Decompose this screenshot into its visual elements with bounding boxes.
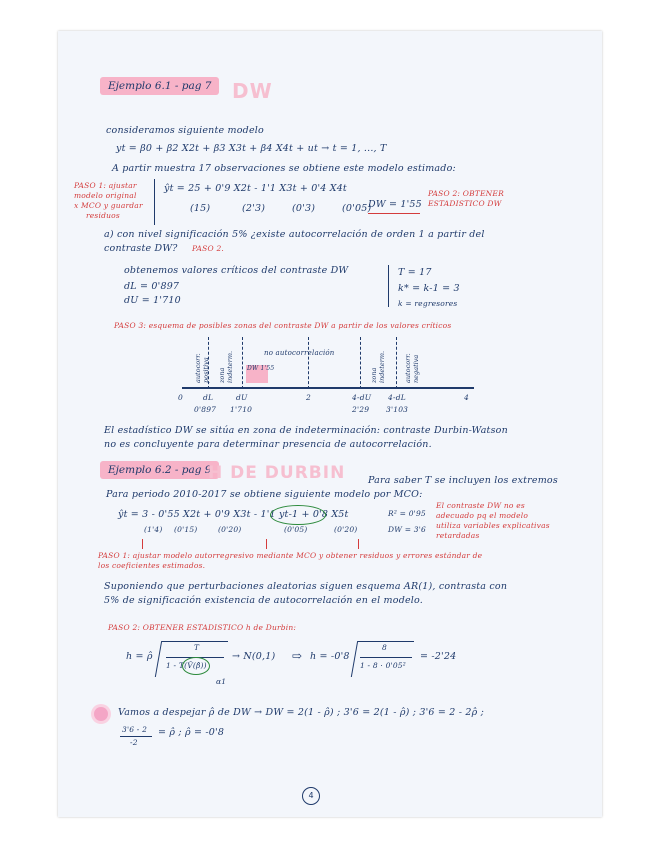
du-value: dU = 1'710 <box>124 295 181 306</box>
param-regresores: k = regresores <box>398 299 458 308</box>
rho-fraction-bar <box>120 736 152 737</box>
zone-no-autocorr: no autocorrelación <box>264 349 335 357</box>
dw-axis <box>182 387 474 389</box>
h-durbin-ghost-heading: H DE DURBIN <box>208 463 346 483</box>
sqrt-top-1 <box>162 641 228 642</box>
std-error-3: (0'3) <box>292 203 316 214</box>
paso2-short: PASO 2. <box>192 244 225 253</box>
dw-ghost-heading: DW <box>232 79 273 103</box>
sample-text: A partir muestra 17 observaciones se obtiene este modelo estimado: <box>112 163 456 174</box>
axis-label-du: dU <box>236 393 248 402</box>
suppose-line1: Suponiendo que perturbaciones aleatorias siguen esquema AR(1), contrasta con <box>104 581 508 592</box>
zone-indeterminate-2: zona indeterm. <box>370 350 386 383</box>
arrow-2 <box>266 539 267 549</box>
dw-underline <box>368 213 420 214</box>
model-equation: yt = β0 + β2 X2t + β3 X3t + β4 X4t + ut → t = 1, ..., T <box>116 143 387 154</box>
dw-value: DW = 1'55 <box>368 199 422 210</box>
paso2-2: PASO 2: OBTENER ESTADISTICO h de Durbin: <box>108 623 297 632</box>
std-error-2-1: (1'4) <box>144 525 163 534</box>
red-note-1: El contraste DW no es <box>436 501 525 510</box>
axis-value-dl: 0'897 <box>194 405 217 414</box>
std-error-4: (0'05) <box>342 203 372 214</box>
implies-arrow-icon: ⇨ <box>292 649 303 663</box>
conclusion-line1: El estadístico DW se sitúa en zona de indeterminación: contraste Durbin-Watson <box>104 425 508 436</box>
h-value-top: 8 <box>382 643 387 652</box>
axis-label-dl: dL <box>203 393 214 402</box>
axis-label-4dl: 4-dL <box>388 393 406 402</box>
suppose-line2: 5% de significación existencia de autocorrelación en el modelo. <box>104 595 424 606</box>
paso1-line3: x MCO y guardar <box>74 201 143 210</box>
h-value-bottom: 1 - 8 · 0'05² <box>360 661 406 670</box>
estimated-equation: ŷt = 25 + 0'9 X2t - 1'1 X3t + 0'4 X4t <box>164 183 347 194</box>
axis-label-4: 4 <box>464 393 469 402</box>
param-t: T = 17 <box>398 267 432 278</box>
dl-value: dL = 0'897 <box>124 281 180 292</box>
question-line2: contraste DW? <box>104 243 178 254</box>
zone-indeterminate-1: zona indeterm. <box>218 350 234 383</box>
critical-values-intro: obtenemos valores críticos del contraste DW <box>124 265 349 276</box>
r-squared: R² = 0'95 <box>388 509 426 518</box>
zone-divider-4dl <box>396 337 397 389</box>
dw-value-2: DW = 3'6 <box>388 525 426 534</box>
lagged-term-circle <box>270 505 326 525</box>
axis-value-4du: 2'29 <box>352 405 370 414</box>
dw-marker: DW 1'55 <box>247 365 275 372</box>
rho-rest: = ρ̂ ; ρ̂ = -0'8 <box>158 727 225 738</box>
rho-denominator: -2 <box>130 738 138 747</box>
zone-positive: autocorr. positiva <box>194 353 210 383</box>
paso3-text: PASO 3: esquema de posibles zonas del contraste DW a partir de los valores críticos <box>114 321 452 330</box>
axis-label-2: 2 <box>306 393 311 402</box>
paso1-line2: modelo original <box>74 191 137 200</box>
sqrt-sign-2 <box>351 641 359 677</box>
h-value-left: h = -0'8 <box>310 651 350 662</box>
arrow-3 <box>358 539 359 549</box>
h-result: = -2'24 <box>420 651 457 662</box>
example-6-1-title: Ejemplo 6.1 - pag 7 <box>100 77 219 95</box>
axis-value-4dl: 3'103 <box>386 405 409 414</box>
flower-sticker <box>94 707 108 721</box>
arrow-1 <box>142 539 143 549</box>
h-distribution: → N(0,1) <box>232 651 276 662</box>
paso1-line1: PASO 1: ajustar <box>74 181 137 190</box>
fraction-bar-2 <box>360 657 412 658</box>
paso1-2-line1: PASO 1: ajustar modelo autorregresivo mediante MCO y obtener residuos y errores estándar de <box>98 551 483 560</box>
sqrt-sign-1 <box>155 641 163 677</box>
conclusion-line2: no es concluyente para determinar presencia de autocorrelación. <box>104 439 432 450</box>
zone-divider-4du <box>360 337 361 389</box>
paso2-line1: PASO 2: OBTENER <box>428 189 504 198</box>
std-error-2: (2'3) <box>242 203 266 214</box>
paso1-2-line2: los coeficientes estimados. <box>98 561 206 570</box>
std-error-2-5: (0'20) <box>334 525 358 534</box>
std-error-2-2: (0'15) <box>174 525 198 534</box>
param-k: k* = k-1 = 3 <box>398 283 460 294</box>
side-note: Para saber T se incluyen los extremos <box>368 475 558 486</box>
h-fraction-bottom: 1 - T(V̂(β̂)) <box>166 661 207 670</box>
intro-text: consideramos siguiente modelo <box>106 125 264 136</box>
red-note-3: utiliza variables explicativas <box>436 521 550 530</box>
page-number: 4 <box>302 787 320 805</box>
zone-divider-2 <box>308 337 309 389</box>
axis-label-4du: 4-dU <box>352 393 372 402</box>
std-error-1: (15) <box>190 203 211 214</box>
variance-circle <box>182 657 210 675</box>
params-brace <box>388 265 389 307</box>
paso1-line4: residuos <box>86 211 120 220</box>
axis-value-du: 1'710 <box>230 405 253 414</box>
rho-line1: Vamos a despejar ρ̂ de DW → DW = 2(1 - ρ̂) ; 3'6 = 2(1 - ρ̂) ; 3'6 = 2 - 2ρ̂ ; <box>118 707 484 718</box>
section2-intro: Para periodo 2010-2017 se obtiene siguiente modelo por MCO: <box>106 489 423 500</box>
estimated-equation-2: ŷt = 3 - 0'55 X2t + 0'9 X3t - 1'1 yt-1 + 0'8 X5t <box>118 509 349 520</box>
axis-label-0: 0 <box>178 393 183 402</box>
notebook-page <box>58 31 602 817</box>
sqrt-top-2 <box>358 641 414 642</box>
zone-negative: autocorr. negativa <box>404 353 420 383</box>
red-note-2: adecuado pq el modelo <box>436 511 529 520</box>
h-fraction-top: T <box>194 643 200 652</box>
example-6-2-title: Ejemplo 6.2 - pag 9 <box>100 461 219 479</box>
red-note-4: retardadas <box>436 531 480 540</box>
std-error-2-4: (0'05) <box>284 525 308 534</box>
brace <box>154 179 155 225</box>
question-line1: a) con nivel significación 5% ¿existe autocorrelación de orden 1 a partir del <box>104 229 485 240</box>
h-subscript: α1 <box>216 677 227 686</box>
paso2-line2: ESTADISTICO DW <box>428 199 502 208</box>
rho-numerator: 3'6 - 2 <box>122 725 148 734</box>
zone-divider-du <box>242 337 243 389</box>
std-error-2-3: (0'20) <box>218 525 242 534</box>
h-formula-left: h = ρ̂ <box>126 651 153 662</box>
